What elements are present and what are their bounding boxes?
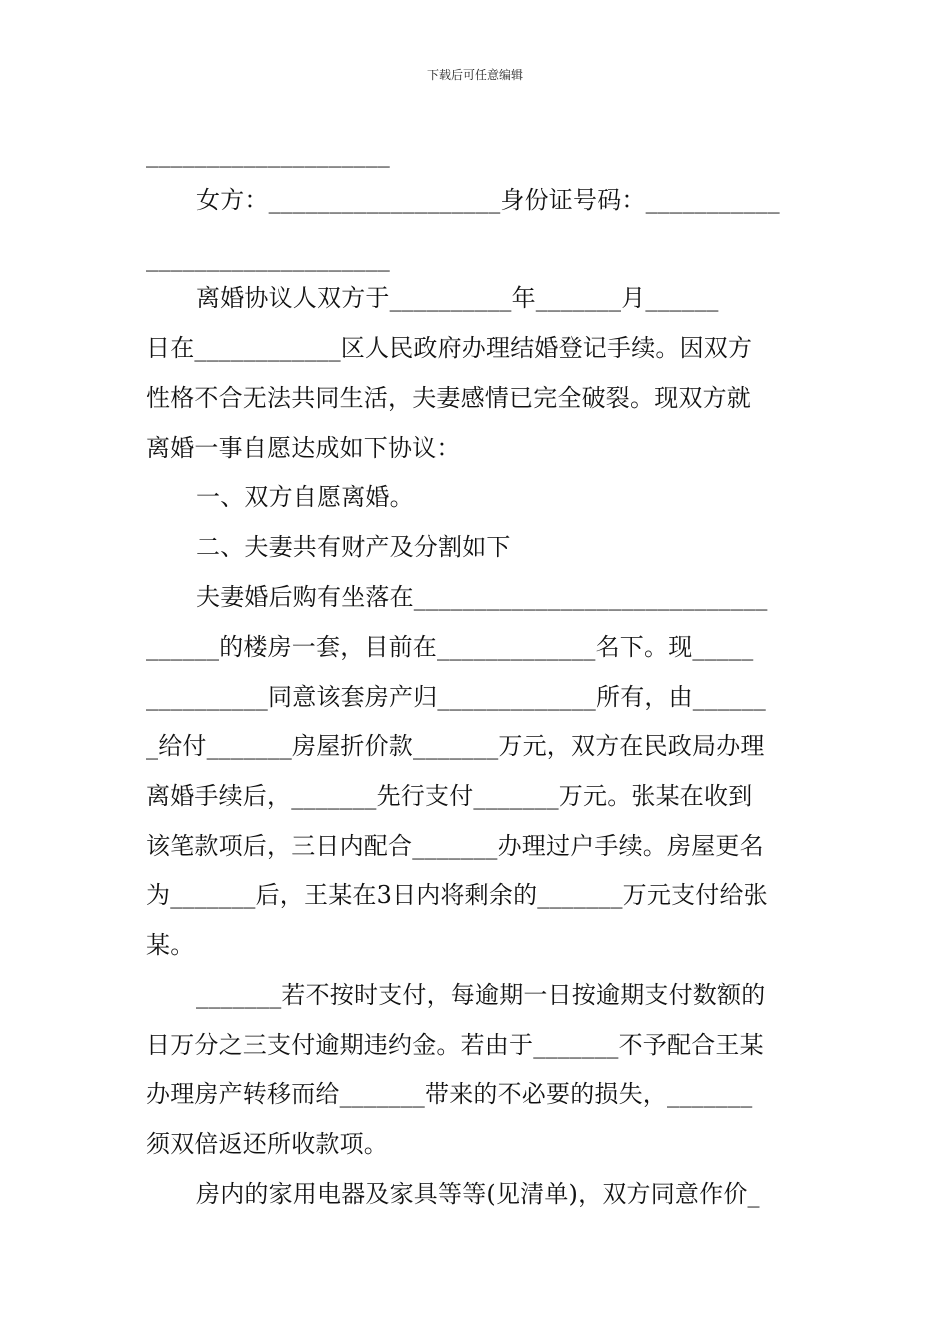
- paragraph-line: 该笔款项后，三日内配合_______办理过户手续。房屋更名: [146, 832, 764, 860]
- underline-blank: ____________________: [146, 244, 390, 272]
- wife-id-line: 女方：___________________身份证号码：___________: [196, 186, 780, 214]
- paragraph-line: 夫妻婚后购有坐落在_____________________________: [196, 583, 768, 611]
- paragraph-line: 离婚手续后，_______先行支付_______万元。张某在收到: [146, 782, 753, 810]
- paragraph-line: ______的楼房一套，目前在_____________名下。现_____: [146, 633, 754, 661]
- paragraph-line: 办理房产转移而给_______带来的不必要的损失，_______: [146, 1080, 753, 1108]
- clause-one: 一、双方自愿离婚。: [196, 483, 414, 511]
- paragraph-line: 离婚一事自愿达成如下协议：: [146, 434, 461, 462]
- clause-two-heading: 二、夫妻共有财产及分割如下: [196, 533, 511, 561]
- paragraph-line: 须双倍返还所收款项。: [146, 1130, 388, 1158]
- paragraph-line: __________同意该套房产归_____________所有，由______: [146, 683, 766, 711]
- paragraph-line: 房内的家用电器及家具等等(见清单)，双方同意作价_: [196, 1180, 760, 1208]
- paragraph-line: 性格不合无法共同生活，夫妻感情已完全破裂。现双方就: [146, 384, 751, 412]
- paragraph-line: 离婚协议人双方于__________年_______月______: [196, 284, 719, 312]
- paragraph-line: 某。: [146, 931, 195, 959]
- underline-blank: ____________________: [146, 140, 390, 168]
- page-header-note: 下载后可任意编辑: [426, 68, 523, 82]
- paragraph-line: 日在____________区人民政府办理结婚登记手续。因双方: [146, 334, 753, 362]
- paragraph-line: _______若不按时支付，每逾期一日按逾期支付数额的: [196, 981, 766, 1009]
- paragraph-line: _给付_______房屋折价款_______万元，双方在民政局办理: [146, 732, 765, 760]
- paragraph-line: 为_______后，王某在3日内将剩余的_______万元支付给张: [146, 881, 768, 909]
- paragraph-line: 日万分之三支付逾期违约金。若由于_______不予配合王某: [146, 1031, 764, 1059]
